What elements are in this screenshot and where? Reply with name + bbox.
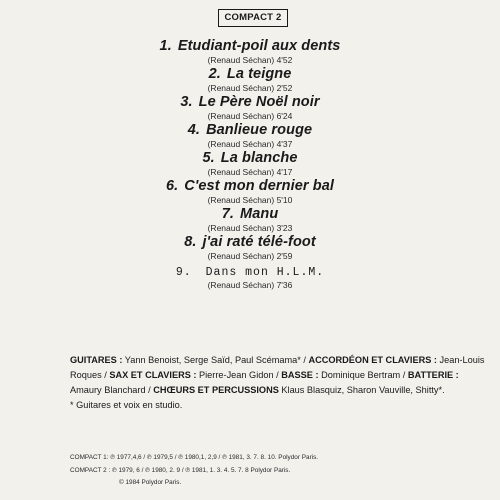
track-item (0, 265, 500, 291)
musician-credits (70, 353, 485, 413)
track-title (0, 150, 500, 167)
track-credit: (Renaud Séchan) 4'52 (207, 55, 293, 65)
track-number: 2. (208, 66, 221, 82)
copyright-line-compact-2: COMPACT 2 : ℗ 1979, 6 / ℗ 1980, 2. 9 / ℗ 1981, 1. 3. 4. 5. 7. 8 Polydor Paris. (70, 466, 291, 474)
track-item (0, 94, 500, 122)
role-label-keys: ACCORDÉON ET CLAVIERS : (308, 355, 437, 365)
track-number: 3. (180, 94, 193, 110)
track-name: Dans mon H.L.M. (205, 266, 325, 279)
role-label-guitars: GUITARES : (70, 355, 123, 365)
track-credit: (Renaud Séchan) 5'10 (207, 195, 293, 205)
track-title (0, 265, 500, 280)
credit-sax: Pierre-Jean Gidon / (196, 370, 282, 380)
role-label-drums: BATTERIE : (407, 370, 459, 380)
credit-choir: Klaus Blasquiz, Sharon Vauville, Shitty*. (278, 385, 445, 395)
track-credit: (Renaud Séchan) 2'52 (207, 83, 293, 93)
track-title (0, 122, 500, 139)
credit-drums: Amaury Blanchard / (70, 385, 154, 395)
credit-guitars: Yann Benoist, Serge Saïd, Paul Scémama* / (122, 355, 309, 365)
compact-badge: COMPACT 2 (218, 9, 288, 27)
track-number: 1. (159, 38, 172, 54)
track-item (0, 122, 500, 150)
track-number: 6. (165, 178, 179, 194)
track-title (0, 94, 500, 111)
copyright-line-label: © 1984 Polydor Paris. (119, 479, 182, 486)
track-credit: (Renaud Séchan) 3'23 (207, 223, 293, 233)
role-label-bass: BASSE : (281, 370, 319, 380)
track-credit: (Renaud Séchan) 4'17 (207, 167, 293, 177)
track-name: Etudiant-poil aux dents (177, 38, 341, 54)
track-name: Le Père Noël noir (198, 94, 320, 110)
credits-paragraph (70, 353, 485, 398)
track-name: Manu (240, 206, 279, 222)
track-title (0, 206, 500, 223)
track-name: j'ai raté télé-foot (202, 234, 316, 250)
track-number: 8. (184, 234, 197, 250)
tracklist (0, 38, 500, 291)
copyright-block (70, 452, 490, 490)
track-credit: (Renaud Séchan) 7'36 (207, 280, 293, 290)
track-name: Banlieue rouge (206, 122, 313, 138)
track-title (0, 178, 500, 195)
track-item (0, 38, 500, 66)
credit-bass: Dominique Bertram / (318, 370, 408, 380)
track-item (0, 178, 500, 206)
track-number: 4. (187, 122, 201, 138)
track-credit: (Renaud Séchan) 4'37 (207, 139, 293, 149)
track-name: La blanche (220, 150, 298, 166)
track-name: La teigne (226, 66, 292, 82)
track-title (0, 38, 500, 55)
track-item (0, 234, 500, 262)
track-number: 5. (202, 150, 215, 166)
credits-footnote: * Guitares et voix en studio. (70, 400, 183, 410)
track-number: 9. (175, 266, 192, 279)
track-name: C'est mon dernier bal (184, 178, 335, 194)
copyright-line-compact-1: COMPACT 1: ℗ 1977,4,6 / ℗ 1979,5 / ℗ 1980,1, 2,9 / ℗ 1981, 3. 7. 8. 10. Polydor Paris. (70, 454, 319, 461)
track-item (0, 150, 500, 178)
credit-keys: Jean-Louis Roques / (70, 355, 485, 380)
role-label-sax: SAX ET CLAVIERS : (109, 370, 197, 380)
role-label-choir: CHŒURS ET PERCUSSIONS (153, 385, 279, 395)
track-credit: (Renaud Séchan) 2'59 (207, 251, 293, 261)
track-number: 7. (221, 206, 235, 222)
track-item (0, 206, 500, 234)
track-title (0, 66, 500, 83)
track-item (0, 66, 500, 94)
track-title (0, 234, 500, 251)
track-credit: (Renaud Séchan) 6'24 (207, 111, 293, 121)
